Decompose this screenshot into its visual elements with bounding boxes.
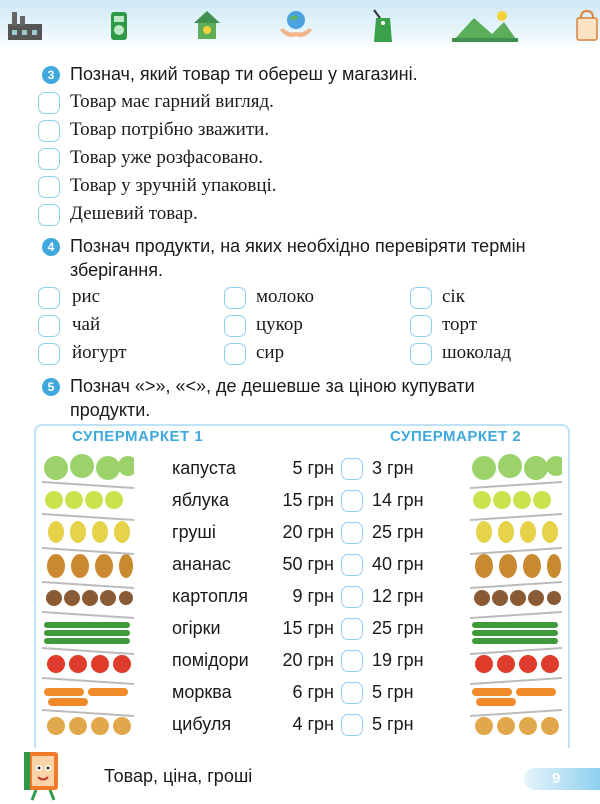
- q4-juice-checkbox[interactable]: [410, 287, 432, 309]
- comparison-box[interactable]: [341, 522, 363, 544]
- comparison-box[interactable]: [341, 458, 363, 480]
- q4-tea-checkbox[interactable]: [38, 315, 60, 337]
- q3-option-1-checkbox[interactable]: [38, 92, 60, 114]
- price-supermarket-1: 20 грн: [282, 650, 334, 670]
- product-name: груші: [172, 522, 216, 542]
- q4-juice-label: сік: [442, 286, 465, 307]
- house-icon: [192, 8, 222, 42]
- vegetable-shelf-icon: [470, 452, 562, 742]
- q4-chocolate-label: шоколад: [442, 342, 512, 363]
- q3-option-2-checkbox[interactable]: [38, 120, 60, 142]
- comparison-box[interactable]: [341, 490, 363, 512]
- top-banner: [0, 0, 600, 48]
- q4-rice-label: рис: [72, 286, 101, 307]
- price-supermarket-2: 3 грн: [372, 458, 414, 478]
- comparison-box[interactable]: [341, 682, 363, 704]
- product-name: помідори: [172, 650, 249, 670]
- q4-milk-label: молоко: [256, 286, 315, 307]
- q4-yogurt-label: йогурт: [72, 342, 127, 363]
- question-4-number: 4: [42, 238, 60, 256]
- q4-yogurt-checkbox[interactable]: [38, 343, 60, 365]
- q4-cheese-label: сир: [256, 342, 285, 363]
- q3-option-2-label: Товар потрібно зважити.: [70, 119, 270, 140]
- vegetable-shelf-icon: [42, 452, 134, 742]
- q4-chocolate-checkbox[interactable]: [410, 343, 432, 365]
- product-name: картопля: [172, 586, 248, 606]
- price-tag-icon: [368, 8, 394, 44]
- price-supermarket-1: 6 грн: [292, 682, 334, 702]
- page-number-badge: [524, 768, 600, 790]
- supermarket-1-label: СУПЕРМАРКЕТ 1: [72, 428, 204, 445]
- question-5-text-line1: Познач «>», «<», де дешевше за ціною купувати: [70, 376, 475, 396]
- product-name: ананас: [172, 554, 231, 574]
- comparison-box[interactable]: [341, 714, 363, 736]
- q3-option-5-label: Дешевий товар.: [70, 203, 198, 224]
- shopping-bag-icon: [574, 8, 600, 42]
- price-supermarket-1: 50 грн: [282, 554, 334, 574]
- landscape-icon: [452, 8, 518, 42]
- product-name: яблука: [172, 490, 230, 510]
- supermarket-2-label: СУПЕРМАРКЕТ 2: [390, 428, 522, 445]
- question-3-number: 3: [42, 66, 60, 84]
- price-supermarket-2: 40 грн: [372, 554, 424, 574]
- price-supermarket-2: 5 грн: [372, 682, 414, 702]
- price-supermarket-2: 5 грн: [372, 714, 414, 734]
- q3-option-4-checkbox[interactable]: [38, 176, 60, 198]
- q4-tea-label: чай: [72, 314, 101, 335]
- page-number: 9: [552, 770, 561, 787]
- price-supermarket-1: 15 грн: [282, 490, 334, 510]
- q4-sugar-label: цукор: [256, 314, 303, 335]
- q3-option-4-label: Товар у зручній упаковці.: [70, 175, 277, 196]
- question-4-text-line2: зберігання.: [70, 260, 163, 280]
- q4-cake-checkbox[interactable]: [410, 315, 432, 337]
- question-4-text-line1: Познач продукти, на яких необхідно перевіряти термін: [70, 236, 526, 256]
- comparison-box[interactable]: [341, 618, 363, 640]
- product-name: морква: [172, 682, 232, 702]
- question-5-number: 5: [42, 378, 60, 396]
- q4-rice-checkbox[interactable]: [38, 287, 60, 309]
- price-supermarket-1: 5 грн: [292, 458, 334, 478]
- comparison-box[interactable]: [341, 586, 363, 608]
- product-name: капуста: [172, 458, 236, 478]
- q4-milk-checkbox[interactable]: [224, 287, 246, 309]
- book-mascot-icon: [14, 746, 70, 802]
- price-supermarket-2: 12 грн: [372, 586, 424, 606]
- q4-sugar-checkbox[interactable]: [224, 315, 246, 337]
- factory-icon: [6, 8, 46, 42]
- fuel-pump-icon: [108, 8, 132, 42]
- q3-option-3-checkbox[interactable]: [38, 148, 60, 170]
- product-name: цибуля: [172, 714, 232, 734]
- question-3-text: Познач, який товар ти обереш у магазині.: [70, 64, 418, 84]
- q3-option-3-label: Товар уже розфасовано.: [70, 147, 264, 168]
- price-supermarket-1: 20 грн: [282, 522, 334, 542]
- comparison-box[interactable]: [341, 554, 363, 576]
- price-supermarket-2: 14 грн: [372, 490, 424, 510]
- price-supermarket-2: 25 грн: [372, 618, 424, 638]
- price-supermarket-2: 19 грн: [372, 650, 424, 670]
- q4-cake-label: торт: [442, 314, 478, 335]
- price-supermarket-2: 25 грн: [372, 522, 424, 542]
- globe-in-hands-icon: [278, 8, 314, 42]
- page-footer: [0, 752, 600, 804]
- question-5-text-line2: продукти.: [70, 400, 151, 420]
- price-supermarket-1: 15 грн: [282, 618, 334, 638]
- q4-cheese-checkbox[interactable]: [224, 343, 246, 365]
- q3-option-1-label: Товар має гарний вигляд.: [70, 91, 274, 112]
- q3-option-5-checkbox[interactable]: [38, 204, 60, 226]
- price-supermarket-1: 4 грн: [292, 714, 334, 734]
- product-name: огірки: [172, 618, 221, 638]
- price-supermarket-1: 9 грн: [292, 586, 334, 606]
- footer-title: Товар, ціна, гроші: [104, 766, 253, 786]
- comparison-box[interactable]: [341, 650, 363, 672]
